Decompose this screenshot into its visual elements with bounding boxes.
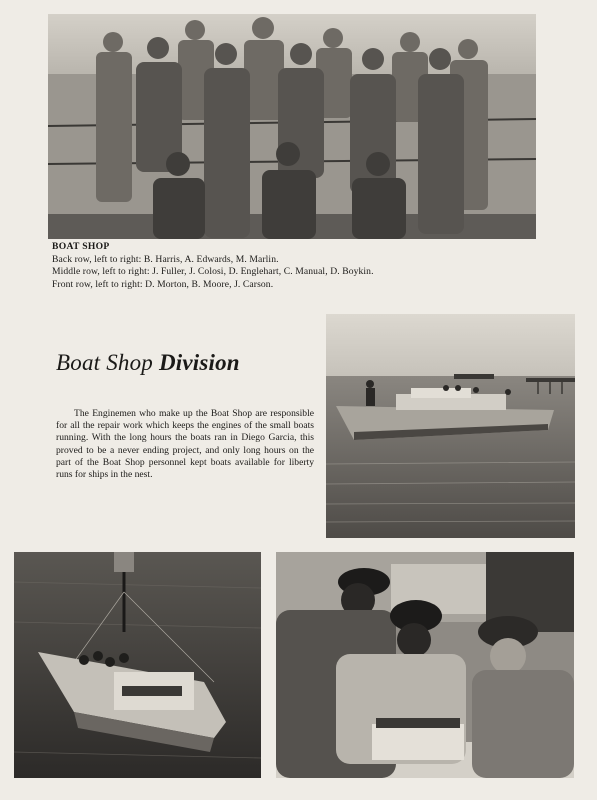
boat-on-water-photo (326, 314, 575, 538)
body-paragraph: The Enginemen who make up the Boat Shop are responsible for all the repair work which keeps the engines of the small boats running. With the long hours the boats ran in Diego Garcia, this proved to be a never ending project, and only long hours on the part of the Boat Shop personnel kept boats available for liberty runs for ships in the nest. (56, 408, 314, 481)
caption-front-row: Front row, left to right: D. Morton, B. Moore, J. Carson. (52, 278, 274, 290)
caption-back-row: Back row, left to right: B. Harris, A. Edwards, M. Marlin. (52, 253, 279, 265)
caption-heading: BOAT SHOP (52, 241, 110, 252)
group-photo (48, 14, 536, 239)
title-part2: Division (158, 350, 240, 375)
title-part1: Boat Shop (56, 350, 153, 375)
boat-crane-photo (14, 552, 261, 778)
page-title (56, 350, 316, 376)
caption-middle-row: Middle row, left to right: J. Fuller, J. Colosi, D. Englehart, C. Manual, D. Boykin. (52, 266, 374, 278)
group-caption (52, 241, 532, 291)
workshop-photo (276, 552, 574, 778)
